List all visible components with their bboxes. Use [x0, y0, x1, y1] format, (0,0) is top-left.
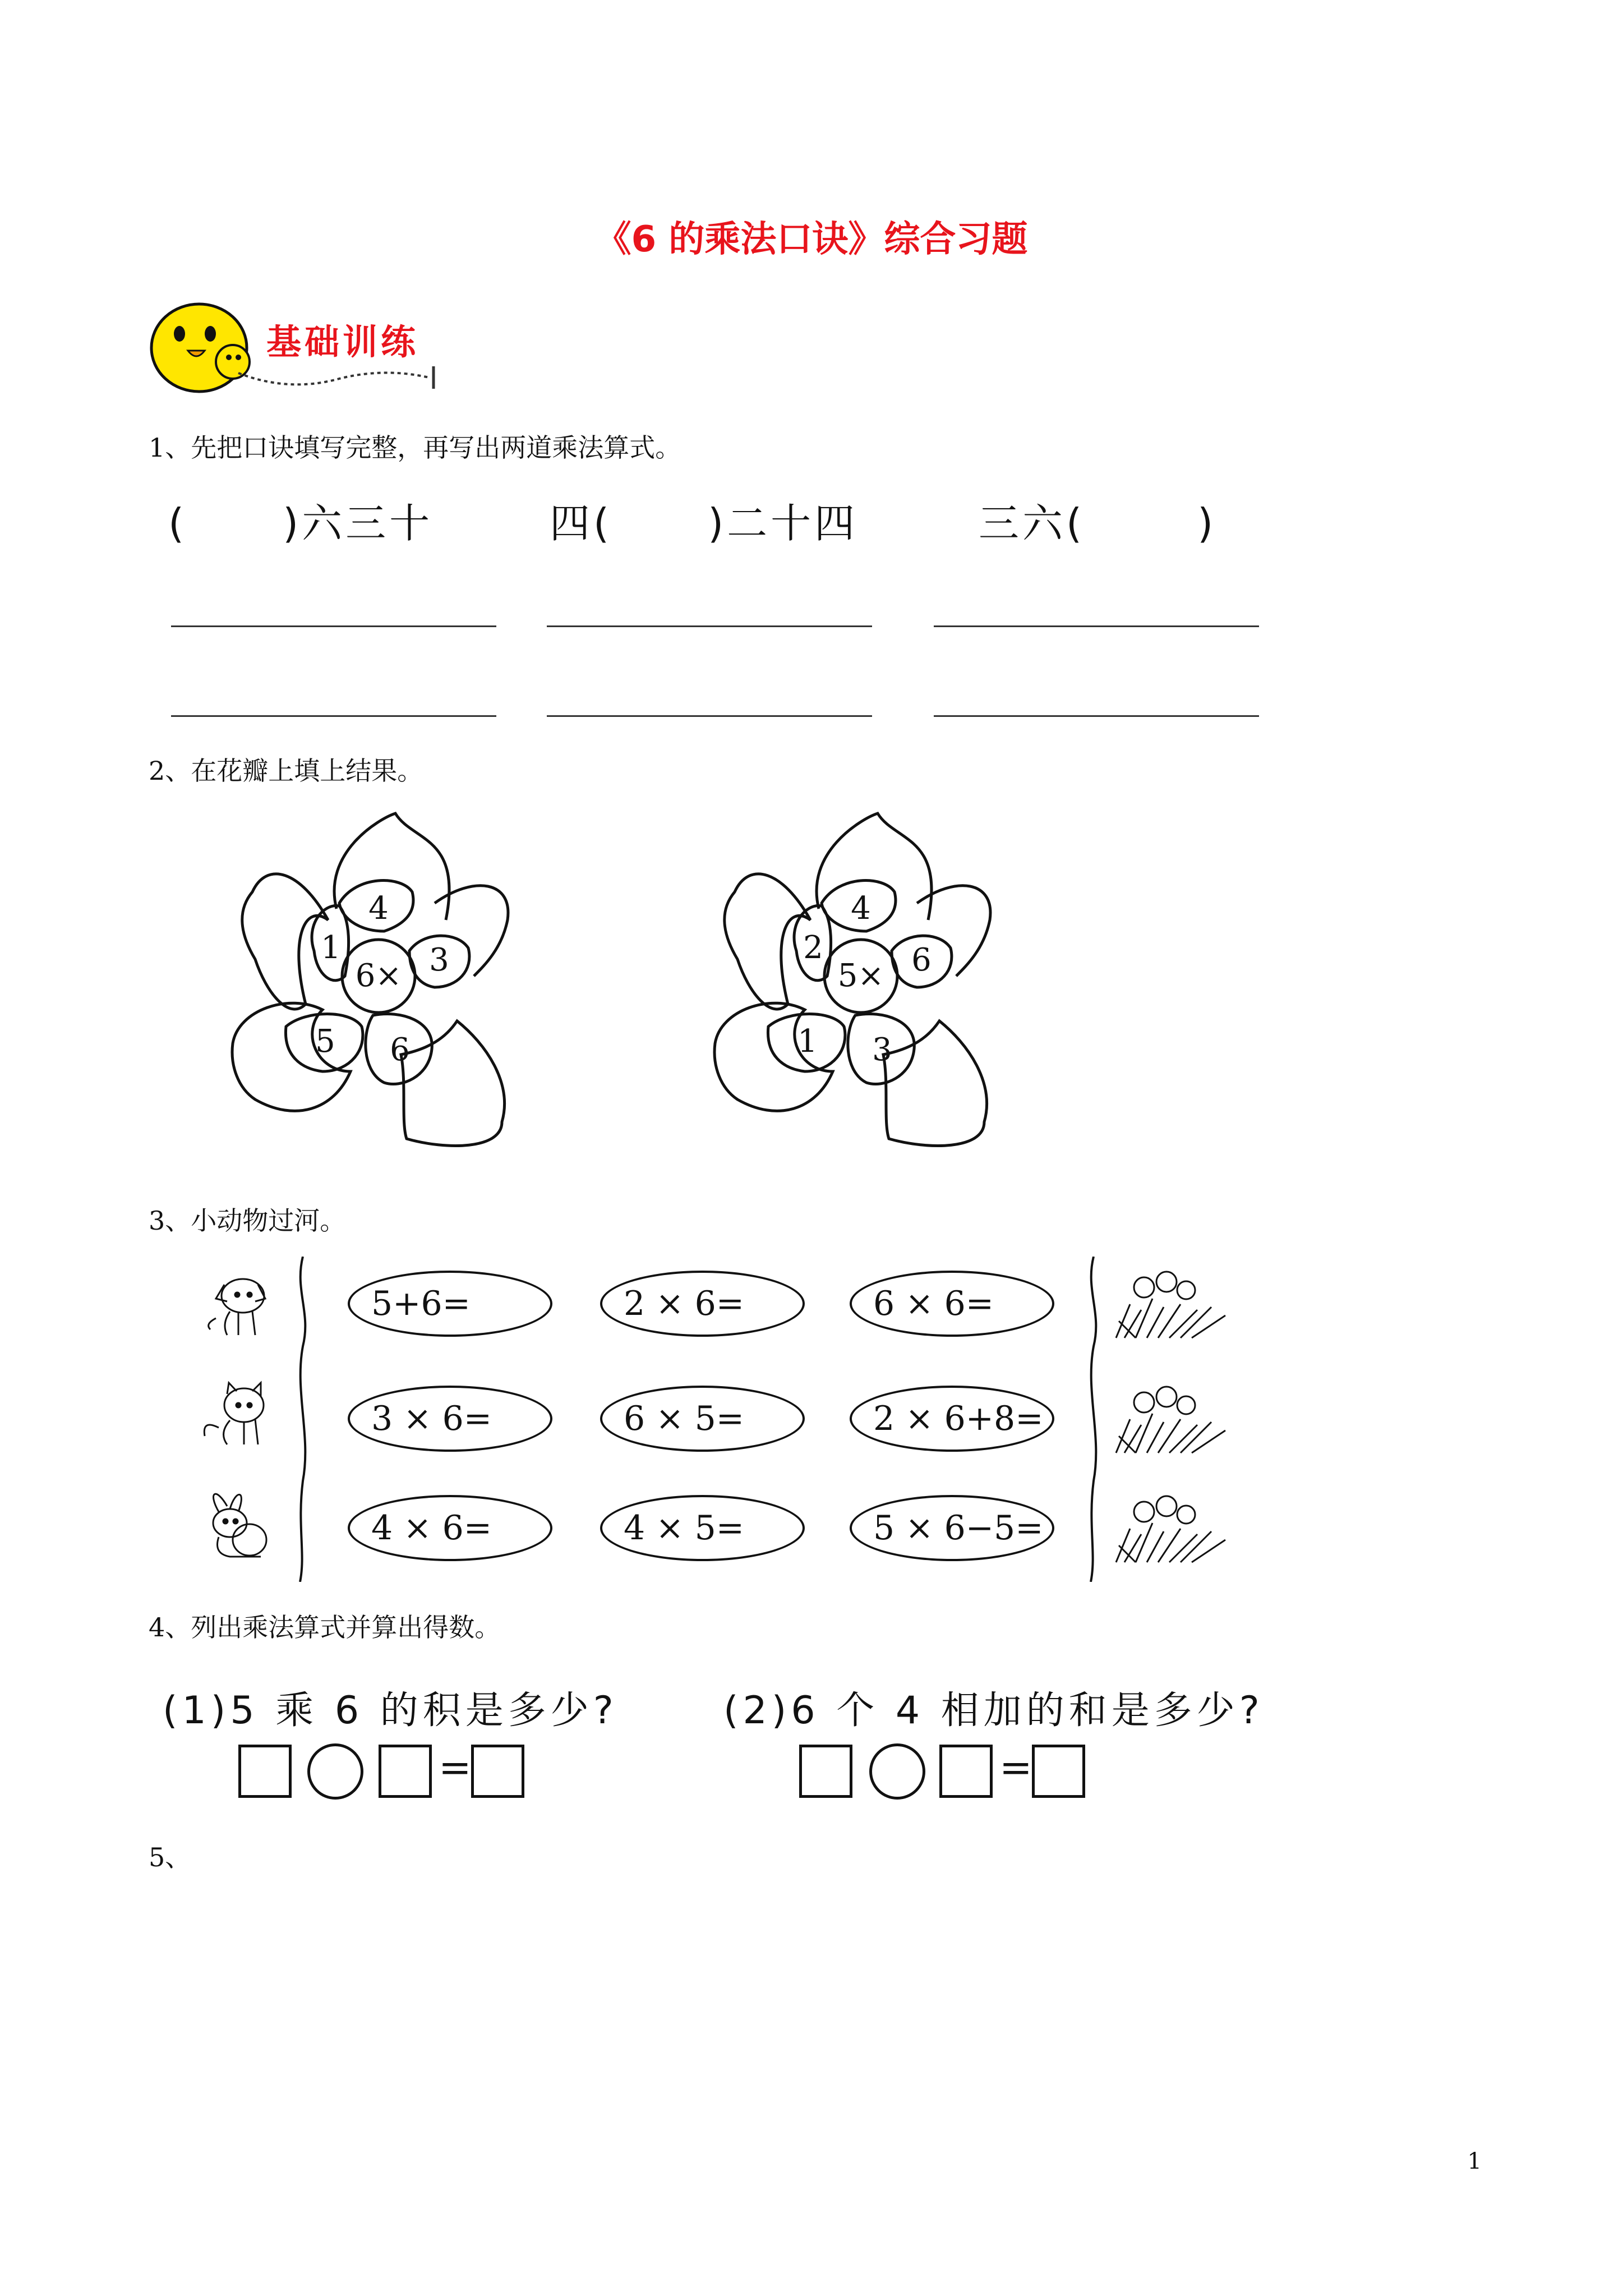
equation-oval[interactable]: 6 × 5=: [600, 1386, 805, 1452]
answer-line[interactable]: [547, 715, 872, 717]
flower-center-label: 5×: [837, 958, 884, 994]
koujue-item-1: ( )六三十: [168, 500, 434, 547]
petal-number: 6: [390, 1032, 410, 1068]
petal-number: 5: [315, 1023, 335, 1060]
petal-number: 3: [872, 1032, 892, 1068]
question-3-prompt: 3、小动物过河。: [149, 1205, 346, 1236]
answer-box[interactable]: [238, 1745, 292, 1798]
answer-line[interactable]: [934, 625, 1259, 627]
flower-2: [704, 808, 1018, 1167]
equation-oval[interactable]: 2 × 6=: [600, 1271, 805, 1337]
flower-1: [222, 808, 536, 1167]
question-1-prompt: 1、先把口诀填写完整，再写出两道乘法算式。: [149, 432, 681, 463]
petal-number: 6: [911, 942, 932, 978]
equation-oval[interactable]: 5 × 6−5=: [850, 1495, 1054, 1561]
grass-icon: [1113, 1489, 1237, 1568]
grass-icon: [1113, 1380, 1237, 1458]
question-5-prompt: 5、: [149, 1842, 191, 1872]
answer-line[interactable]: [934, 715, 1259, 717]
river-bank-right: [1082, 1257, 1105, 1582]
question-2-prompt: 2、在花瓣上填上结果。: [149, 756, 423, 786]
river-bank-left: [292, 1257, 314, 1582]
page-title: 《6 的乘法口诀》综合习题: [595, 219, 1028, 260]
petal-number: 4: [851, 890, 871, 927]
page-number: 1: [1467, 2148, 1482, 2174]
answer-box[interactable]: [471, 1745, 524, 1798]
petal-number: 2: [803, 930, 823, 966]
grass-icon: [1113, 1265, 1237, 1343]
petal-number: 1: [321, 930, 341, 966]
koujue-item-3: 三六( ): [979, 500, 1217, 547]
equation-oval[interactable]: 2 × 6+8=: [850, 1386, 1054, 1452]
petal-number: 1: [797, 1023, 818, 1060]
petal-number: 3: [429, 942, 449, 978]
equals-sign: =: [439, 1745, 472, 1791]
equals-sign: =: [999, 1745, 1032, 1791]
flower-center-label: 6×: [355, 958, 402, 994]
equation-oval[interactable]: 3 × 6=: [348, 1386, 552, 1452]
rabbit-icon: [196, 1487, 272, 1559]
petal-number: 4: [368, 890, 389, 927]
subquestion-2: (2)6 个 4 相加的和是多少?: [723, 1688, 1264, 1733]
section-badge: 基础训练: [266, 321, 419, 362]
answer-box[interactable]: [379, 1745, 432, 1798]
question-4-prompt: 4、列出乘法算式并算出得数。: [149, 1612, 501, 1642]
subquestion-1: (1)5 乘 6 的积是多少?: [163, 1688, 618, 1733]
equation-oval[interactable]: 5+6=: [348, 1271, 552, 1337]
answer-box[interactable]: [1032, 1745, 1085, 1798]
koujue-item-2: 四( )二十四: [550, 500, 859, 547]
answer-line[interactable]: [171, 625, 496, 627]
equation-oval[interactable]: 6 × 6=: [850, 1271, 1054, 1337]
operator-circle[interactable]: [869, 1743, 925, 1800]
operator-circle[interactable]: [307, 1743, 363, 1800]
answer-box[interactable]: [939, 1745, 993, 1798]
puppy-icon: [199, 1273, 272, 1338]
answer-line[interactable]: [171, 715, 496, 717]
answer-box[interactable]: [799, 1745, 852, 1798]
answer-line[interactable]: [547, 625, 872, 627]
kitten-icon: [196, 1380, 272, 1447]
equation-oval[interactable]: 4 × 5=: [600, 1495, 805, 1561]
equation-oval[interactable]: 4 × 6=: [348, 1495, 552, 1561]
